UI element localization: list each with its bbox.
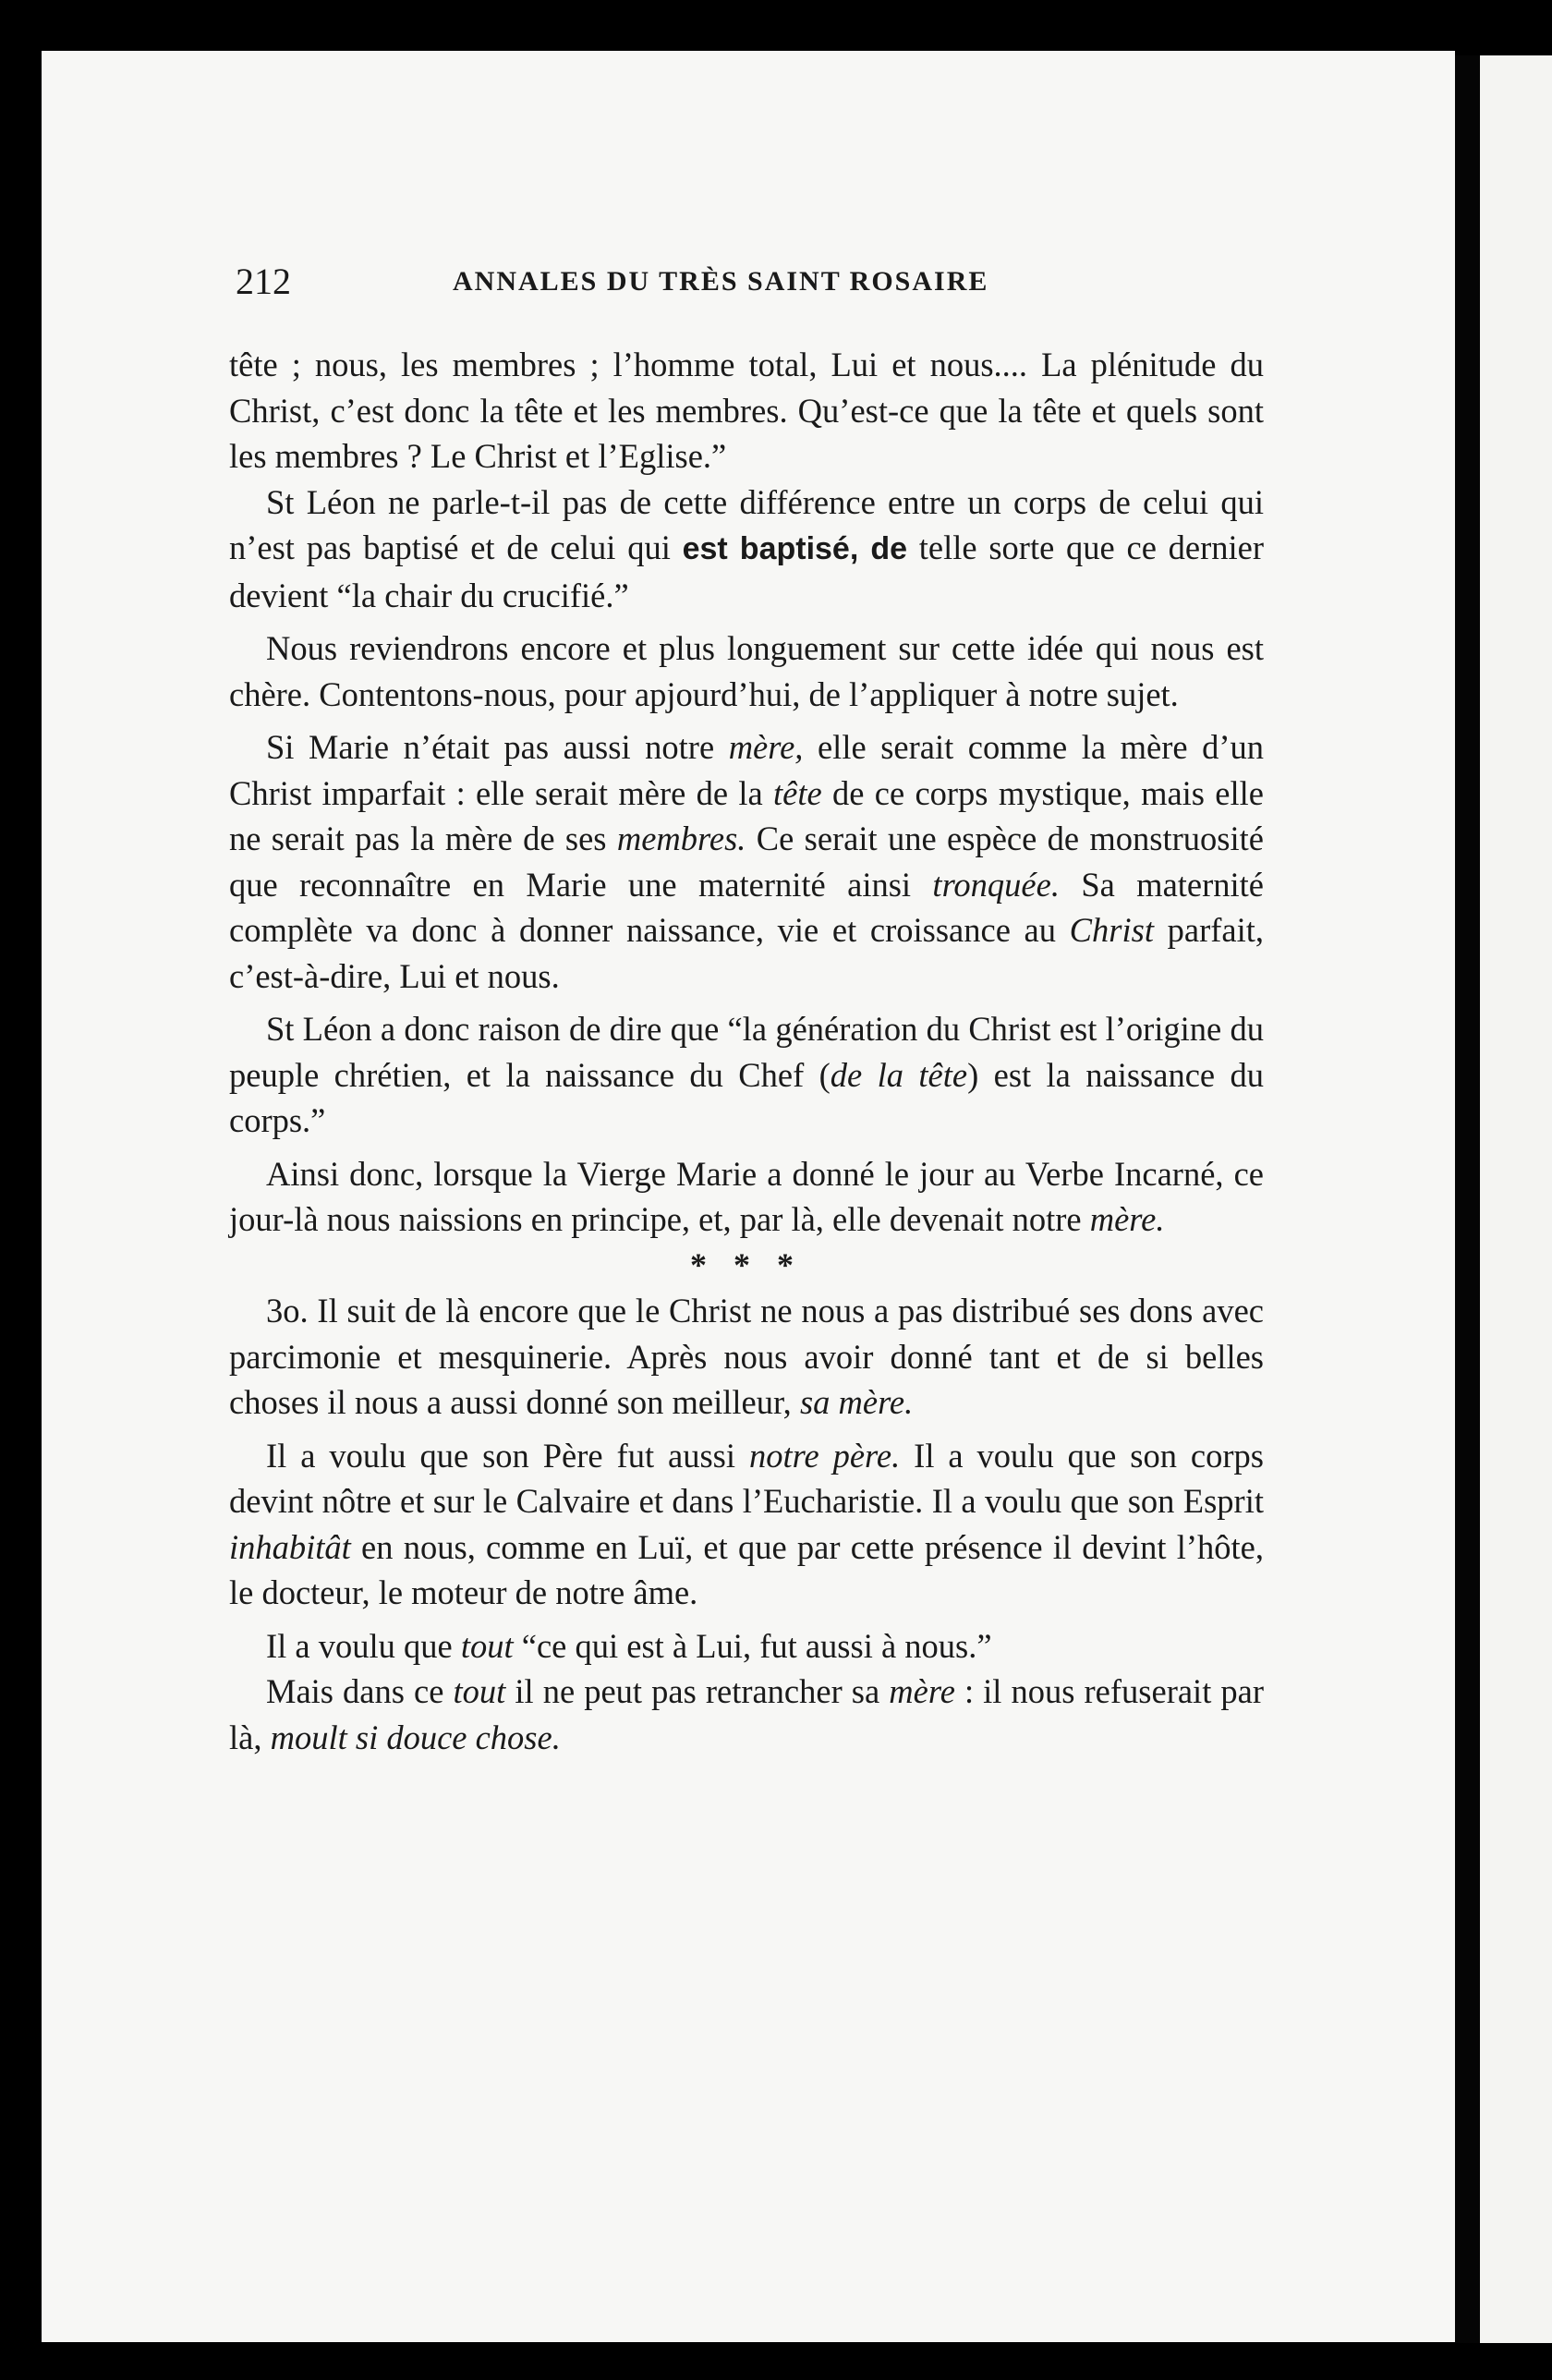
paragraph <box>229 1623 1264 1670</box>
italic-text: inhabitât <box>229 1527 351 1566</box>
italic-text: mère. <box>1089 1200 1165 1238</box>
text-run: Ce serait une espèce de monstruosité que reconnaître en Marie une maternité ainsi <box>229 820 1264 904</box>
text-run: ) est la naissance du corps.” <box>229 1055 1265 1139</box>
text-run: il ne peut pas retrancher sa <box>505 1672 890 1710</box>
paragraph <box>229 724 1264 999</box>
italic-text: de la tête <box>830 1055 968 1094</box>
text-run: Il a voulu que <box>266 1626 461 1665</box>
text-run: de ce corps mystique, mais elle ne serait pas la mère de ses <box>229 773 1264 857</box>
paragraph <box>229 625 1264 717</box>
page-number: 212 <box>236 261 291 302</box>
facing-page-edge <box>1480 55 1552 2343</box>
italic-text: tronquée. <box>932 865 1060 904</box>
text-run: Sa maternité complète va donc à donner naissance, vie et croissance au <box>229 865 1264 949</box>
italic-text: mère <box>889 1672 955 1710</box>
text-run: Il a voulu que son Père fut aussi <box>266 1436 749 1475</box>
text-run: elle serait comme la mère d’un Christ imparfait : elle serait mère de la <box>229 728 1264 812</box>
paragraph <box>229 342 1264 480</box>
italic-text: tout <box>460 1626 514 1665</box>
text-run: Nous reviendrons encore et plus longuement sur cette idée qui nous est chère. Contentons-nous, pour apjourd’hui, de l’appliquer à notre sujet. <box>229 629 1264 713</box>
italic-text: tout <box>453 1672 506 1710</box>
bold-text: est baptisé, de <box>682 531 908 566</box>
text-run: tête ; nous, les membres ; l’homme total, Lui et nous.... La plénitude du Christ, c’est donc la tête et les membres. Qu’est-ce que la tête et quels sont les membres ? Le Christ et l’Eglise.” <box>229 346 1264 475</box>
text-run: St Léon ne parle-t-il pas de cette différence entre un corps de celui qui n’est pas baptisé et de celui qui <box>229 482 1264 566</box>
book-spine-shadow <box>1455 55 1480 2343</box>
running-head <box>236 259 1284 305</box>
paragraph <box>229 1288 1264 1426</box>
text-run: telle sorte que ce dernier devient “la chair du crucifié.” <box>229 528 1264 614</box>
body-text <box>229 342 1264 1760</box>
paragraph <box>229 1669 1264 1760</box>
text-run: St Léon a donc raison de dire que “la génération du Christ est l’origine du peuple chrétien, et la naissance du Chef ( <box>229 1010 1264 1094</box>
italic-text: moult si douce chose. <box>270 1718 561 1756</box>
text-run: “ce qui est à Lui, fut aussi à nous.” <box>513 1626 992 1665</box>
paragraph <box>229 1433 1264 1616</box>
paragraph <box>229 1006 1264 1144</box>
italic-text: sa mère. <box>799 1383 914 1421</box>
italic-text: mère, <box>728 728 804 766</box>
running-title: ANNALES DU TRÈS SAINT ROSAIRE <box>453 266 989 297</box>
italic-text: Christ <box>1069 911 1154 949</box>
italic-text: membres. <box>616 820 746 857</box>
text-run: Ainsi donc, lorsque la Vierge Marie a donné le jour au Verbe Incarné, ce jour-là nous naissions en principe, et, par là, elle devenait notre <box>229 1154 1264 1238</box>
text-run: 3o. Il suit de là encore que le Christ ne nous a pas distribué ses dons avec parcimonie et mesquinerie. Après nous avoir donné tant et de si belles choses il nous a aussi donné son meilleur, <box>229 1292 1264 1421</box>
italic-text: notre père. <box>748 1436 901 1475</box>
italic-text: tête <box>773 773 822 812</box>
section-separator: * * * <box>690 1245 803 1283</box>
paragraph <box>229 480 1264 619</box>
paragraph <box>229 1151 1264 1243</box>
text-run: parfait, c’est-à-dire, Lui et nous. <box>229 911 1264 995</box>
text-run: : il nous refuserait par là, <box>229 1672 1264 1756</box>
text-run: Si Marie n’était pas aussi notre <box>266 728 729 766</box>
text-run: Il a voulu que son corps devint nôtre et sur le Calvaire et dans l’Eucharistie. Il a voulu que son Esprit <box>229 1436 1264 1520</box>
text-run: Mais dans ce <box>266 1672 454 1710</box>
text-run: en nous, comme en Luï, et que par cette présence il devint l’hôte, le docteur, le moteur de notre âme. <box>229 1527 1264 1611</box>
